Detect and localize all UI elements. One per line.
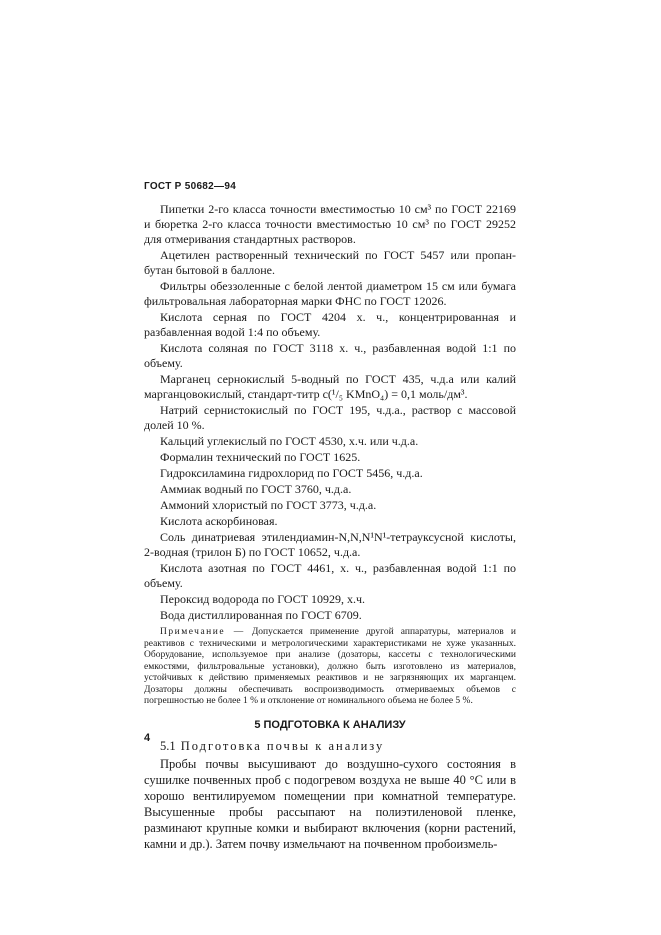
paragraph-acetylene: Ацетилен растворенный технический по ГОСТ 5457 или пропан-бутан бытовой в баллоне. [144,248,516,277]
paragraph-pipettes: Пипетки 2-го класса точности вместимостью 10 см³ по ГОСТ 22169 и бюретка 2-го класса точности вместимостью 10 см³ по ГОСТ 29252 для отмеривания стандартных растворов. [144,202,516,246]
subsection-number: 5.1 [160,738,176,753]
paragraph-trilon-b: Соль динатриевая этилендиамин-N,N,N¹N¹-тетрауксусной кислоты, 2-водная (трилон Б) по ГОСТ 10652, ч.д.а. [144,530,516,559]
subsection-heading [144,739,516,754]
paragraph-ammonia: Аммиак водный по ГОСТ 3760, ч.д.а. [160,482,352,496]
page-number: 4 [144,732,151,744]
note-block [144,627,516,708]
subsection-title: Подготовка почвы к анализу [180,738,385,753]
paragraph-distilled-water: Вода дистиллированная по ГОСТ 6709. [160,608,362,622]
note-label: Примечание — [160,627,245,637]
paragraph-ascorbic-acid: Кислота аскорбиновая. [160,514,278,528]
paragraph-hydroxylamine: Гидроксиламина гидрохлорид по ГОСТ 5456, ч.д.а. [160,466,423,480]
paragraph-hydrogen-peroxide: Пероксид водорода по ГОСТ 10929, х.ч. [160,592,366,606]
document-code-header: ГОСТ Р 50682—94 [144,181,237,192]
paragraph-manganese-sulfate: Марганец сернокислый 5-водный по ГОСТ 435, ч.д.а или калий марганцовокислый, стандарт-титр c(¹/₅ KMnO₄) = 0,1 моль/дм³. [144,372,516,401]
paragraph-nitric-acid: Кислота азотная по ГОСТ 4461, х. ч., разбавленная водой 1:1 по объему. [144,561,516,590]
section-title: 5 ПОДГОТОВКА К АНАЛИЗУ [254,718,406,731]
paragraph-soil-preparation: Пробы почвы высушивают до воздушно-сухого состояния в сушилке почвенных проб с подогревом воздуха не выше 40 °С или в хорошо вентилируемом помещении при комнатной температуре. Высушенные пробы рассыпают на полиэтиленовой пленке, разминают крупные комки и выбирают включения (корни растений, камни и др.). Затем почву измельчают на почвенном пробоизмель- [144,756,516,851]
document-body [144,202,516,853]
paragraph-sulfuric-acid: Кислота серная по ГОСТ 4204 х. ч., концентрированная и разбавленная водой 1:4 по объему. [144,310,516,339]
paragraph-filters: Фильтры обеззоленные с белой лентой диаметром 15 см или бумага фильтровальная лабораторная марки ФНС по ГОСТ 12026. [144,279,516,308]
paragraph-sodium-sulfite: Натрий сернистокислый по ГОСТ 195, ч.д.а., раствор с массовой долей 10 %. [144,403,516,432]
note-text: Допускается применение другой аппаратуры, материалов и реактивов с техническими и метрологическими характеристиками не хуже указанных. Оборудование, используемое при анализе (дозаторы, кассеты с технологическими емкостями, фильтровальные установки), должно быть изготовлено из материалов, устойчивых к действию применяемых реактивов и не загрязняющих их марганцем. Дозаторы должны обеспечивать воспроизводимость отмериваемых объемов с погрешностью не более 1 % и отклонение от номинального объема не более 5 %. [144,627,516,706]
paragraph-calcium-carbonate: Кальций углекислый по ГОСТ 4530, х.ч. или ч.д.а. [160,434,419,448]
paragraph-hydrochloric-acid: Кислота соляная по ГОСТ 3118 х. ч., разбавленная водой 1:1 по объему. [144,341,516,370]
paragraph-ammonium-chloride: Аммоний хлористый по ГОСТ 3773, ч.д.а. [160,498,377,512]
paragraph-formalin: Формалин технический по ГОСТ 1625. [160,450,361,464]
